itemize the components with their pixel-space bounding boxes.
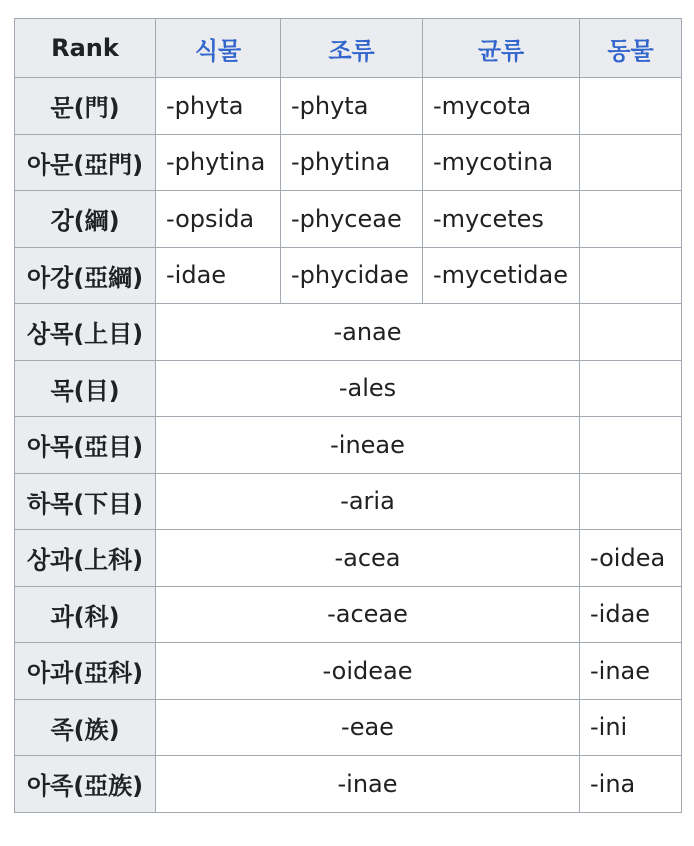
shared-suffix-cell: -ales: [156, 360, 580, 417]
rank-cell: 아족(亞族): [15, 756, 156, 813]
algae-suffix-cell: -phycidae: [281, 247, 423, 304]
rank-cell: 아강(亞綱): [15, 247, 156, 304]
table-row: [15, 699, 682, 756]
header-animal-link[interactable]: 동물: [580, 19, 682, 78]
animal-suffix-cell: -ini: [580, 699, 682, 756]
animal-suffix-cell: [580, 134, 682, 191]
rank-cell: 과(科): [15, 586, 156, 643]
rank-cell: 족(族): [15, 699, 156, 756]
header-algae-link[interactable]: 조류: [281, 19, 423, 78]
taxonomic-suffix-table: [14, 18, 682, 813]
animal-suffix-cell: [580, 360, 682, 417]
rank-cell: 강(綱): [15, 191, 156, 248]
shared-suffix-cell: -eae: [156, 699, 580, 756]
animal-suffix-cell: -inae: [580, 643, 682, 700]
algae-suffix-cell: -phyceae: [281, 191, 423, 248]
algae-suffix-cell: -phyta: [281, 78, 423, 135]
table-row: [15, 360, 682, 417]
header-fungi-link[interactable]: 균류: [423, 19, 580, 78]
table-row: [15, 473, 682, 530]
fungi-suffix-cell: -mycota: [423, 78, 580, 135]
table-row: [15, 134, 682, 191]
shared-suffix-cell: -ineae: [156, 417, 580, 474]
header-plant-link[interactable]: 식물: [156, 19, 281, 78]
shared-suffix-cell: -oideae: [156, 643, 580, 700]
rank-cell: 아목(亞目): [15, 417, 156, 474]
table-row: [15, 643, 682, 700]
rank-cell: 상목(上目): [15, 304, 156, 361]
shared-suffix-cell: -anae: [156, 304, 580, 361]
header-row: [15, 19, 682, 78]
shared-suffix-cell: -aceae: [156, 586, 580, 643]
table-row: [15, 756, 682, 813]
animal-suffix-cell: [580, 417, 682, 474]
rank-cell: 문(門): [15, 78, 156, 135]
animal-suffix-cell: -idae: [580, 586, 682, 643]
animal-suffix-cell: [580, 304, 682, 361]
table-row: [15, 586, 682, 643]
plant-suffix-cell: -opsida: [156, 191, 281, 248]
table-row: [15, 191, 682, 248]
rank-cell: 아과(亞科): [15, 643, 156, 700]
table-row: [15, 304, 682, 361]
animal-suffix-cell: -ina: [580, 756, 682, 813]
table-row: [15, 247, 682, 304]
rank-cell: 목(目): [15, 360, 156, 417]
algae-suffix-cell: -phytina: [281, 134, 423, 191]
plant-suffix-cell: -phyta: [156, 78, 281, 135]
table-row: [15, 530, 682, 587]
rank-cell: 상과(上科): [15, 530, 156, 587]
table-row: [15, 417, 682, 474]
shared-suffix-cell: -acea: [156, 530, 580, 587]
plant-suffix-cell: -phytina: [156, 134, 281, 191]
plant-suffix-cell: -idae: [156, 247, 281, 304]
fungi-suffix-cell: -mycotina: [423, 134, 580, 191]
animal-suffix-cell: [580, 78, 682, 135]
table-row: [15, 78, 682, 135]
shared-suffix-cell: -inae: [156, 756, 580, 813]
fungi-suffix-cell: -mycetes: [423, 191, 580, 248]
animal-suffix-cell: -oidea: [580, 530, 682, 587]
rank-cell: 하목(下目): [15, 473, 156, 530]
animal-suffix-cell: [580, 473, 682, 530]
rank-cell: 아문(亞門): [15, 134, 156, 191]
fungi-suffix-cell: -mycetidae: [423, 247, 580, 304]
header-rank: Rank: [15, 19, 156, 78]
animal-suffix-cell: [580, 191, 682, 248]
animal-suffix-cell: [580, 247, 682, 304]
shared-suffix-cell: -aria: [156, 473, 580, 530]
